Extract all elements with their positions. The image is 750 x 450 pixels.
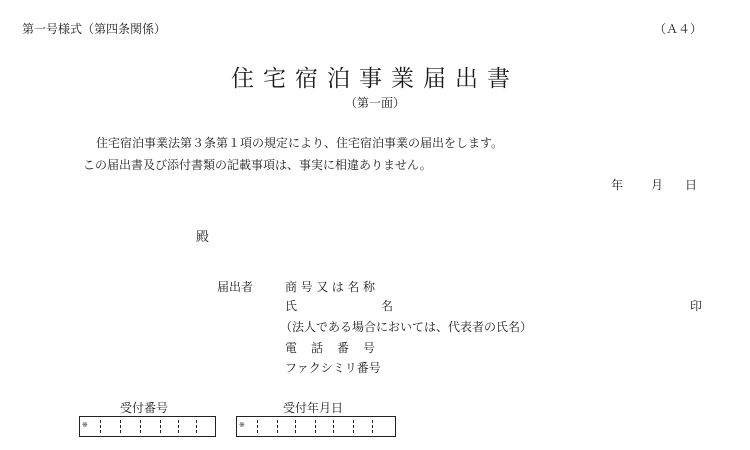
receipt-date-box[interactable] (236, 416, 396, 437)
date-year-label: 年 (611, 178, 624, 192)
date-day-label: 日 (685, 178, 698, 192)
name-label-second: 名 (381, 299, 394, 313)
seal-mark: 印 (690, 299, 703, 313)
page-subtitle: （第一面） (344, 96, 405, 110)
declaration-line-2: この届出書及び添付書類の記載事項は、事実に相違ありません。 (83, 158, 432, 172)
phone-label-char: 電 (285, 341, 298, 355)
digit-divider (353, 420, 354, 433)
declaration-line-1: 住宅宿泊事業法第３条第１項の規定により、住宅宿泊事業の届出をします。 (96, 136, 504, 150)
notifier-label: 届出者 (217, 280, 254, 294)
name-label (285, 297, 393, 314)
receipt-date-mark: ※ (239, 421, 245, 429)
digit-divider (257, 420, 258, 433)
date-row (611, 176, 697, 193)
digit-divider (315, 420, 316, 433)
digit-divider (178, 420, 179, 433)
trade-name-label: 商号又は名称 (285, 280, 379, 294)
receipt-date-label: 受付年月日 (283, 401, 344, 415)
digit-divider (140, 420, 141, 433)
digit-divider (295, 420, 296, 433)
digit-divider (160, 420, 161, 433)
digit-divider (196, 420, 197, 433)
receipt-number-box[interactable] (79, 416, 216, 437)
addressee-suffix: 殿 (196, 230, 210, 245)
paper-size: （Ａ４） (654, 22, 703, 36)
receipt-number-mark: ※ (82, 421, 88, 429)
receipt-number-label: 受付番号 (120, 401, 169, 415)
digit-divider (372, 420, 373, 433)
phone-label-char: 番 (337, 341, 350, 355)
digit-divider (277, 420, 278, 433)
digit-divider (333, 420, 334, 433)
page-title: 住宅宿泊事業届出書 (231, 66, 519, 92)
form-number: 第一号様式（第四条関係） (22, 22, 167, 36)
phone-label (285, 339, 375, 356)
representative-note: （法人である場合においては、代表者の氏名） (280, 320, 533, 334)
phone-label-char: 号 (363, 341, 376, 355)
phone-label-char: 話 (311, 341, 324, 355)
digit-divider (120, 420, 121, 433)
date-month-label: 月 (651, 178, 664, 192)
fax-label: ファクシミリ番号 (285, 361, 381, 375)
digit-divider (100, 420, 101, 433)
name-label-first: 氏 (285, 299, 298, 313)
